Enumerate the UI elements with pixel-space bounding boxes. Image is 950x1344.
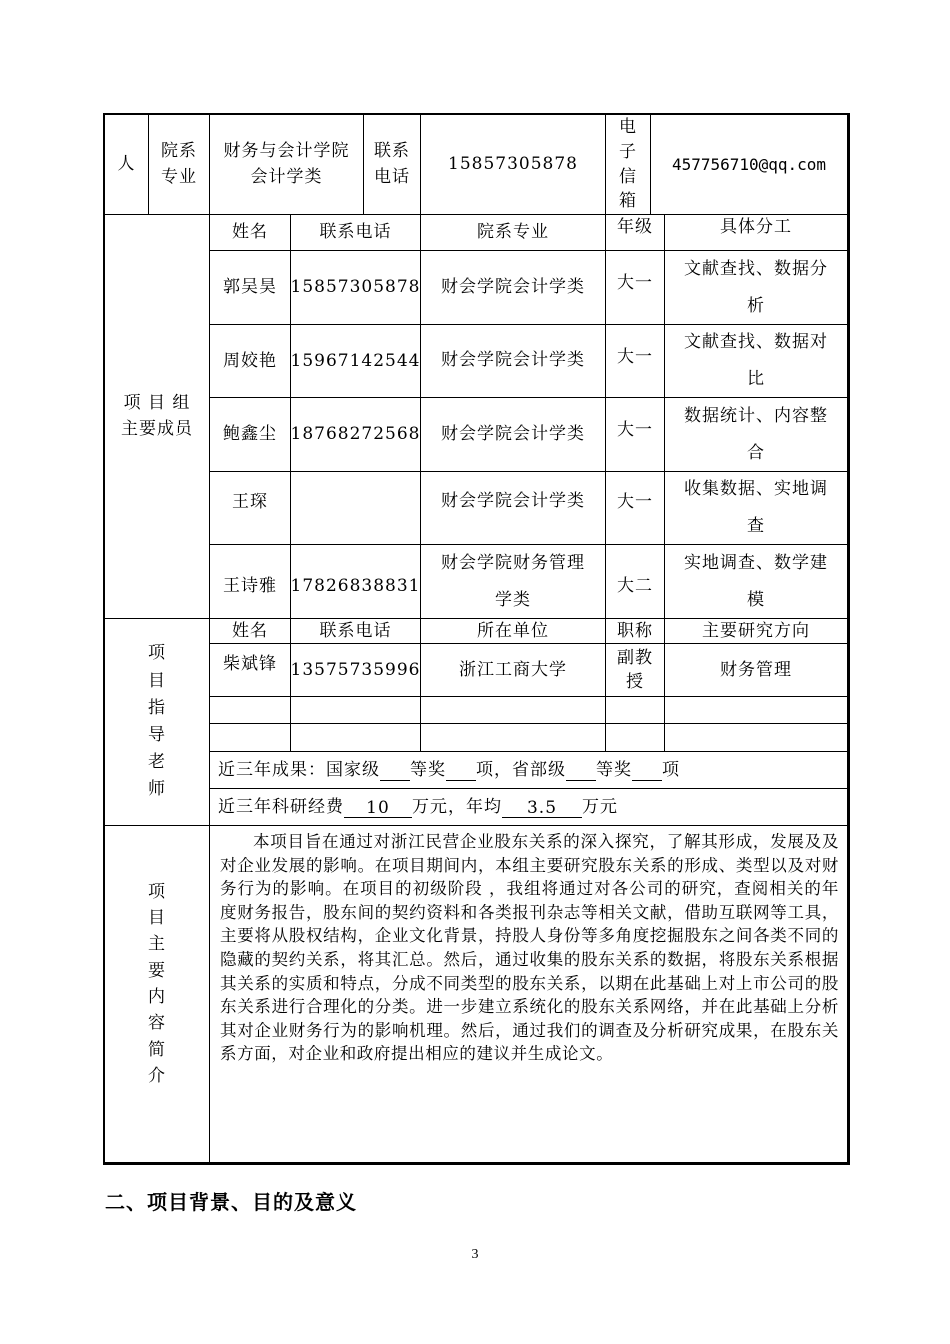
member-phone: 15857305878: [290, 277, 421, 298]
advisor-header-unit: 所在单位: [477, 620, 549, 641]
advisor-achievements: 近三年成果：国家级 等奖 项，省部级 等奖 项: [218, 759, 680, 780]
member-grade: 大一: [617, 420, 653, 441]
member-name: 郭吴昊: [223, 277, 277, 298]
members-header-dept: 院系专业: [477, 222, 549, 243]
advisor-label: 项 目 指 导 老 师: [148, 643, 166, 800]
member-dept: 财会学院会计学类: [441, 350, 585, 371]
member-task: 实地调查、数学建 模: [684, 552, 828, 610]
member-task: 文献查找、数据对 比: [684, 332, 828, 389]
members-label: 项 目 组 主要成员: [121, 393, 193, 439]
page-number: 3: [471, 1247, 479, 1262]
member-task: 收集数据、实地调 查: [684, 479, 828, 536]
intro-label: 项 目 主 要 内 容 简 介: [148, 881, 166, 1087]
section-heading: 二、项目背景、目的及意义: [105, 1190, 357, 1214]
applicant-left-label: 人: [117, 154, 136, 175]
member-phone: 18768272568: [290, 424, 421, 445]
member-grade: 大二: [617, 576, 653, 597]
member-grade: 大一: [617, 273, 653, 294]
member-dept: 财会学院财务管理 学类: [441, 552, 585, 610]
funding-average: 3.5: [502, 797, 582, 818]
members-header-task: 具体分工: [720, 217, 792, 237]
intro-text: 本项目旨在通过对浙江民营企业股东关系的深入探究，了解其形成，发展及及对企业发展的影响。在项目期间内，本组主要研究股东关系的形成、类型以及对财务行为的影响。在项目的初级阶段 ，我组将通过对各公司的研究，查阅相关的年度财务报告，股东间的契约资料和各类报刊杂志等相关文献，借助互联网等工具，主要将从股权结构，企业文化背景，持股人身份等多角度挖掘股东之间各类不同的隐藏的契约关系，将其汇总。然后，通过收集的股东关系的数据，将股东关系根据其关系的实质和特点，分成不同类型的股东关系，以期在此基础上对上市公司的股东关系进行合理化的分类。进一步建立系统化的股东关系网络，并在此基础上分析其对企业财务行为的影响机理。然后，通过我们的调查及分析研究成果，在股东关系方面，对企业和政府提出相应的建议并生成论文。: [220, 832, 839, 1064]
provincial-award-level-blank: [566, 760, 596, 781]
members-header-phone: 联系电话: [319, 222, 392, 243]
national-award-level-blank: [380, 760, 410, 781]
member-phone: [291, 472, 420, 544]
advisor-field: 财务管理: [720, 659, 792, 680]
member-dept: 财会学院会计学类: [441, 423, 585, 444]
dept-value: 财务与会计学院 会计学类: [223, 141, 350, 187]
member-dept: 财会学院会计学类: [441, 276, 585, 297]
member-grade: 大一: [617, 347, 653, 368]
provincial-award-count-blank: [632, 760, 662, 781]
advisor-unit: 浙江工商大学: [459, 659, 567, 680]
national-award-count-blank: [446, 760, 476, 781]
phone-label: 联系 电话: [374, 141, 410, 187]
advisor-header-title: 职称: [617, 620, 653, 641]
advisor-header-name: 姓名: [232, 620, 268, 641]
member-phone: 17826838831: [290, 576, 421, 597]
advisor-header-field: 主要研究方向: [702, 620, 810, 641]
email-label: 电 子 信 箱: [619, 117, 637, 212]
member-name: 王琛: [232, 491, 268, 512]
member-name: 王诗雅: [223, 576, 277, 597]
phone-value: 15857305878: [448, 154, 578, 175]
member-task: 文献查找、数据分 析: [684, 258, 828, 316]
member-name: 鲍鑫尘: [223, 424, 277, 445]
email-value: 457756710@qq.com: [671, 154, 827, 174]
dept-label: 院系 专业: [161, 141, 197, 187]
advisor-name: 柴斌锋: [223, 653, 277, 674]
advisor-title: 副教 授: [617, 648, 653, 692]
advisor-funding: 近三年科研经费 10 万元，年均 3.5 万元: [218, 796, 618, 818]
advisor-phone: 13575735996: [290, 659, 421, 680]
members-header-name: 姓名: [232, 222, 268, 243]
funding-total: 10: [344, 797, 412, 818]
member-grade: 大一: [617, 491, 653, 512]
member-name: 周姣艳: [223, 350, 277, 371]
member-task: 数据统计、内容整 合: [684, 405, 828, 463]
members-header-grade: 年级: [617, 217, 653, 237]
member-phone: 15967142544: [290, 350, 421, 371]
advisor-header-phone: 联系电话: [319, 620, 392, 641]
member-dept: 财会学院会计学类: [441, 491, 585, 512]
